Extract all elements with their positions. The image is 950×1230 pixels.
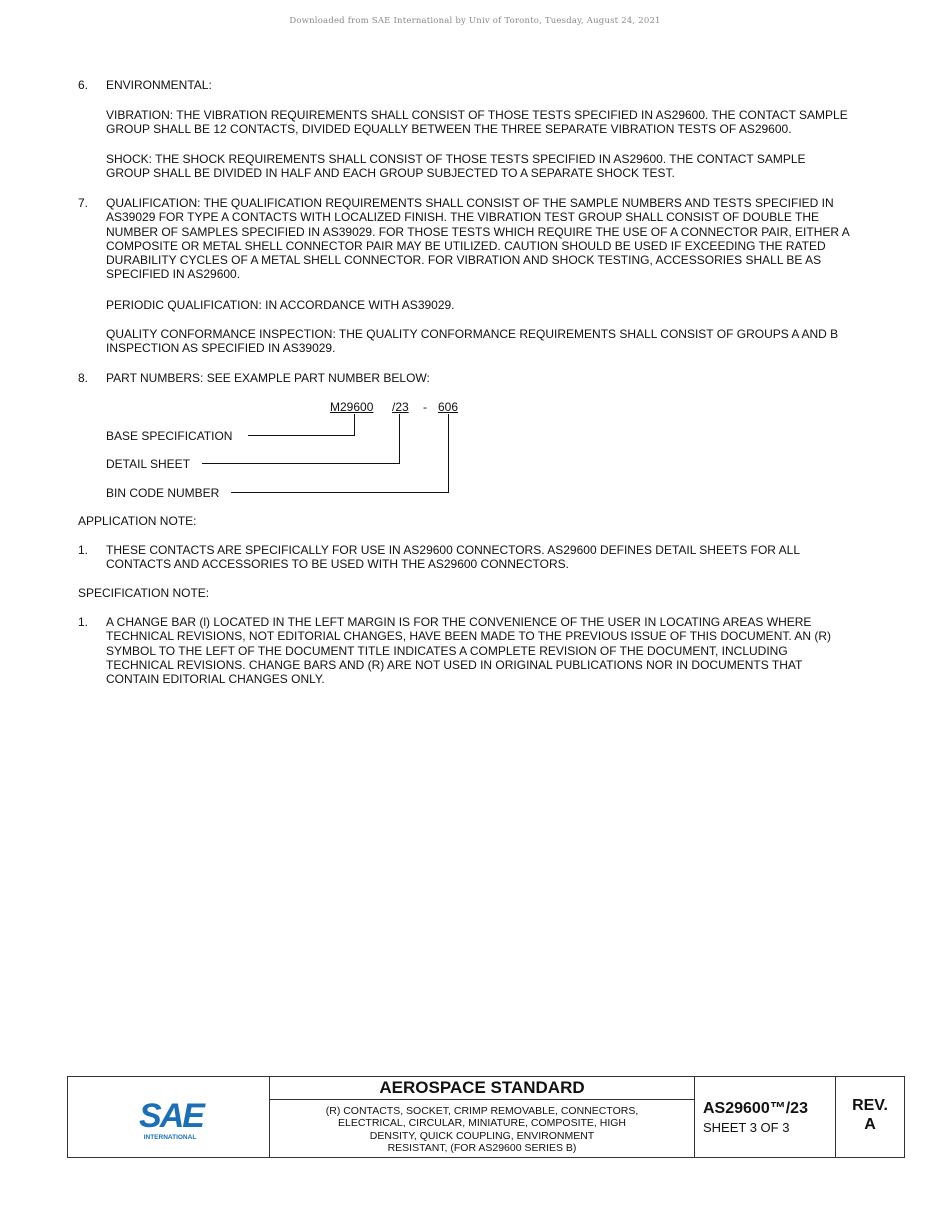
label-bin-code-number: BIN CODE NUMBER — [106, 486, 220, 500]
document-description: (R) CONTACTS, SOCKET, CRIMP REMOVABLE, CONNECTORS, ELECTRICAL, CIRCULAR, MINIATURE, COMPOSITE, HIGH DENSITY, QUICK COUPLING, ENVIRONMENT RESISTANT, (FOR AS29600 SERIES B) — [325, 1105, 639, 1154]
leader-base-vertical — [354, 414, 355, 436]
part-dash: - — [423, 400, 427, 414]
part-bin-code: 606 — [438, 400, 459, 414]
section-7-number: 7. — [78, 196, 89, 210]
download-header: Downloaded from SAE International by Univ of Toronto, Tuesday, August 24, 2021 — [289, 16, 661, 26]
specification-note-number: 1. — [78, 615, 89, 629]
logo-cell — [68, 1077, 270, 1157]
periodic-qualification-paragraph: PERIODIC QUALIFICATION: IN ACCORDANCE WITH AS39029. — [106, 298, 455, 312]
label-detail-sheet: DETAIL SHEET — [106, 457, 191, 471]
section-6-title: ENVIRONMENTAL: — [106, 78, 212, 92]
vibration-paragraph: VIBRATION: THE VIBRATION REQUIREMENTS SHALL CONSIST OF THOSE TESTS SPECIFIED IN AS29600. THE CONTACT SAMPLE GROUP SHALL BE 12 CONTACTS, DIVIDED EQUALLY BETWEEN THE THREE SEPARATE VIBRATION TESTS OF AS29600. — [106, 108, 848, 137]
specification-note-text: A CHANGE BAR (l) LOCATED IN THE LEFT MARGIN IS FOR THE CONVENIENCE OF THE USER IN LOCATING AREAS WHERE TECHNICAL REVISIONS, NOT EDITORIAL CHANGES, HAVE BEEN MADE TO THE PREVIOUS ISSUE OF THIS DOCUMENT. AN (R) SYMBOL TO THE LEFT OF THE DOCUMENT TITLE INDICATES A COMPLETE REVISION OF THE DOCUMENT, INCLUDING TECHNICAL REVISIONS. CHANGE BARS AND (R) ARE NOT USED IN ORIGINAL PUBLICATIONS NOR IN DOCUMENTS THAT CONTAIN EDITORIAL CHANGES ONLY. — [106, 615, 832, 687]
document-number: AS29600™/23 — [703, 1100, 808, 1117]
title-block — [67, 1076, 905, 1158]
section-8-title: PART NUMBERS: SEE EXAMPLE PART NUMBER BELOW: — [106, 371, 430, 385]
sae-logo-subtext: INTERNATIONAL — [143, 1134, 197, 1141]
section-6-number: 6. — [78, 78, 89, 92]
section-8-number: 8. — [78, 371, 89, 385]
revision-cell — [836, 1077, 904, 1157]
aerospace-standard-heading: AEROSPACE STANDARD — [270, 1077, 694, 1100]
revision-label: REV. — [852, 1097, 888, 1114]
application-note-heading: APPLICATION NOTE: — [78, 514, 197, 528]
leader-base-horizontal — [248, 435, 355, 436]
sheet-number: SHEET 3 OF 3 — [703, 1120, 790, 1135]
label-base-specification: BASE SPECIFICATION — [106, 429, 233, 443]
document-number-cell — [695, 1077, 836, 1157]
specification-note-heading: SPECIFICATION NOTE: — [78, 586, 210, 600]
leader-bin-vertical — [448, 414, 449, 493]
revision-value: A — [864, 1116, 876, 1133]
application-note-text: THESE CONTACTS ARE SPECIFICALLY FOR USE IN AS29600 CONNECTORS. AS29600 DEFINES DETAIL SHEETS FOR ALL CONTACTS AND ACCESSORIES TO BE USED WITH THE AS29600 CONNECTORS. — [106, 543, 800, 572]
title-cell — [270, 1077, 695, 1157]
qualification-paragraph: QUALIFICATION: THE QUALIFICATION REQUIREMENTS SHALL CONSIST OF THE SAMPLE NUMBERS AND TESTS SPECIFIED IN AS39029 FOR TYPE A CONTACTS WITH LOCALIZED FINISH. THE VIBRATION TEST GROUP SHALL CONSIST OF DOUBLE THE NUMBER OF SAMPLES SPECIFIED IN AS39029. FOR THOSE TESTS WHICH REQUIRE THE USE OF A CONNECTOR PAIR, EITHER A COMPOSITE OR METAL SHELL CONNECTOR PAIR MAY BE UTILIZED. CAUTION SHOULD BE USED IF EXCEEDING THE RATED DURABILITY CYCLES OF A METAL SHELL CONNECTOR. FOR VIBRATION AND SHOCK TESTING, ACCESSORIES SHALL BE AS SPECIFIED IN AS29600. — [106, 196, 850, 282]
shock-paragraph: SHOCK: THE SHOCK REQUIREMENTS SHALL CONSIST OF THOSE TESTS SPECIFIED IN AS29600. THE CONTACT SAMPLE GROUP SHALL BE DIVIDED IN HALF AND EACH GROUP SUBJECTED TO A SEPARATE SHOCK TEST. — [106, 152, 806, 181]
leader-detail-horizontal — [202, 463, 400, 464]
quality-conformance-paragraph: QUALITY CONFORMANCE INSPECTION: THE QUALITY CONFORMANCE REQUIREMENTS SHALL CONSIST OF GROUPS A AND B INSPECTION AS SPECIFIED IN AS39029. — [106, 327, 839, 356]
application-note-number: 1. — [78, 543, 89, 557]
sae-logo — [136, 1095, 206, 1141]
leader-bin-horizontal — [231, 492, 449, 493]
part-base-spec: M29600 — [330, 400, 374, 414]
leader-detail-vertical — [399, 414, 400, 464]
sae-logo-text: SAE — [139, 1097, 203, 1135]
part-detail-sheet: /23 — [392, 400, 409, 414]
